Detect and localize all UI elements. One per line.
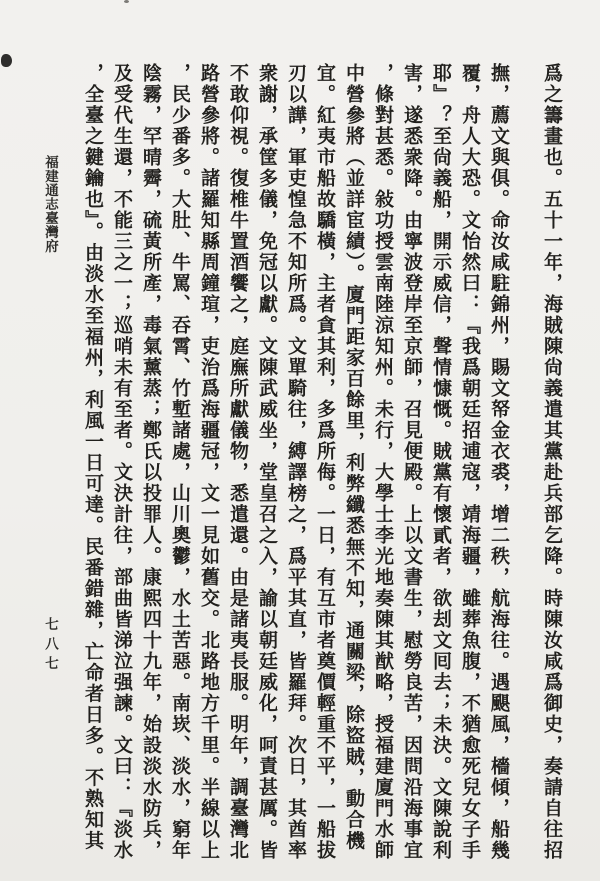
text-column: 陰霧，罕晴霽，硫黃所產，毒氣薰蒸；鄭氏以投罪人。康熙四十九年，始設淡水防兵， [140,63,162,861]
text-column: 爲之籌畫也。五十一年，海賊陳尙義遣其黨赴兵部乞降。時陳汝咸爲御史，奏請自往招 [541,63,563,861]
text-column: 不敢仰視。復椎牛置酒饗之，庭廡所獻儀物，悉遣還。由是諸夷長服。明年，調臺灣北 [227,63,249,861]
scan-artifact-blob [1,54,12,67]
text-column: 衆謝，承筐多儀，免冠以獻。文陳武威坐，堂皇召之入，諭以朝廷威化，呵責甚厲。皆 [256,63,278,861]
page-number: 七八七 [42,617,58,676]
text-column: ，民少番多。大肚、牛罵、吞霄、竹塹諸處，山川奧鬱，水土苦惡。南崁、淡水，窮年 [169,63,191,861]
text-column: 路營參將。諸羅知縣周鐘瑄，吏治爲海疆冠，文一見如舊交。北路地方千里。半線以上 [198,63,220,861]
text-column: ，全臺之鍵鑰也』。由淡水至福州，利風一日可達。民番錯雜，亡命者日多。不熟知其 [82,63,104,852]
text-column: 害，遂悉衆降。由寧波登岸至京師，召見便殿。上以文書生，慰勞良苦，因問沿海事宜 [401,63,423,861]
text-column: 刃以譁，軍吏惶急不知所爲。文單騎往，縛譯榜之，爲平其直，皆羅拜。次日，其酋率 [285,63,307,861]
margin-book-title: 福建通志臺灣府 [42,155,58,253]
text-column: 宜。紅夷市船故驕橫，主者貪其利，多爲所侮。一日，有互市者奠價輕重不平，一船拔 [314,63,336,861]
scan-artifact-speck [124,0,129,3]
text-column: 覆，舟人大恐。文怡然曰：『我爲朝廷招逋寇，靖海疆，雖葬魚腹，不猶愈死兒女子手 [459,63,481,861]
text-column: 中營參將（並詳宦績）。廈門距家百餘里，利弊纖悉無不知，通關梁，除盜賊，動合機 [343,63,365,852]
text-column: 撫，薦文與俱。命汝咸駐錦州，賜文帑金衣裘，增二秩，航海往。遇颶風，檣傾，船幾 [488,63,510,861]
text-column: 及受代生還，不能三之一；巡哨未有至者。文決計往，部曲皆涕泣强諫。文曰：『淡水 [111,63,133,861]
text-column: 耶』？至尙義船，開示威信，聲情慷慨。賊黨有懷貳者，欲刦文囘去；未決。文陳說利 [430,63,452,861]
text-column: ，條對甚悉。敍功授雲南陸涼知州。未行，大學士李光地奏陳其猷略，授福建廈門水師 [372,63,394,861]
main-text-block [74,63,562,865]
